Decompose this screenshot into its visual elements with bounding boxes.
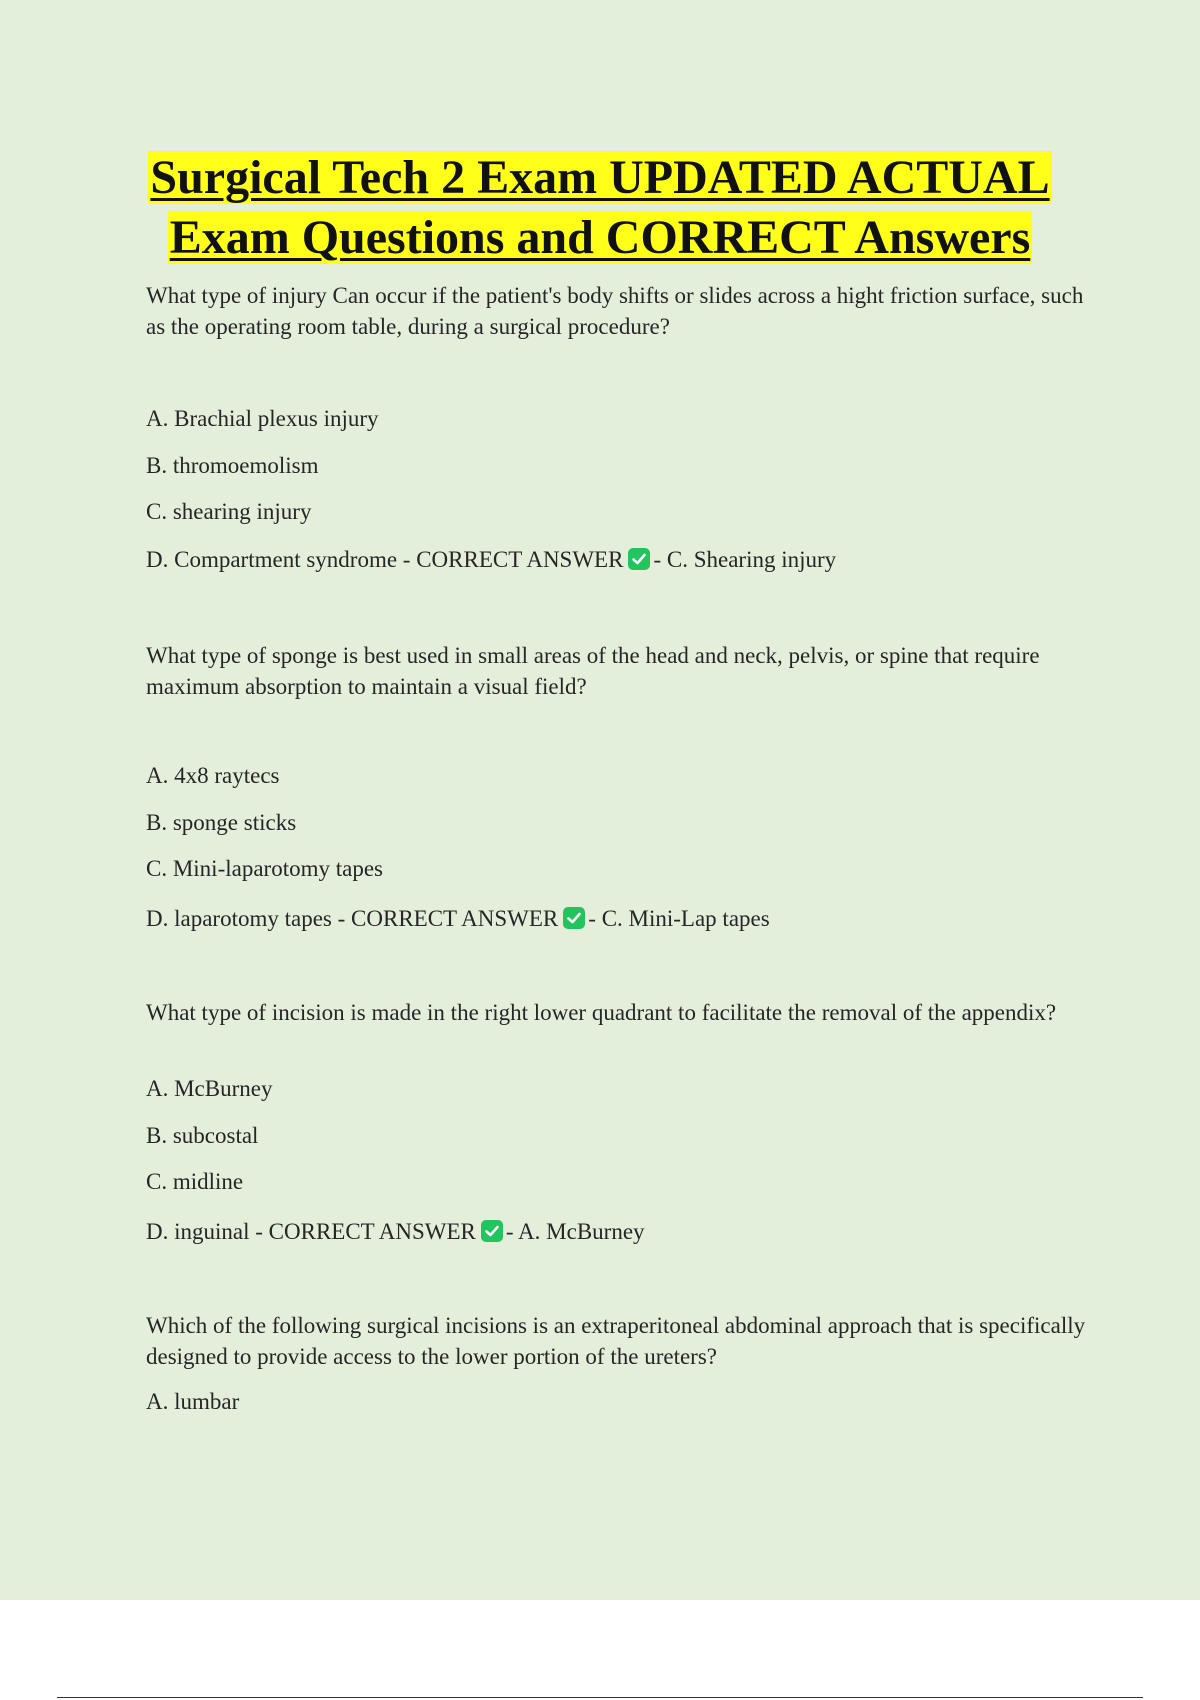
question-1-option-a: A. Brachial plexus injury (146, 406, 379, 431)
question-3-option-d-line (146, 1216, 1096, 1247)
question-1-option-d-line (146, 544, 1096, 575)
question-3-option-d: D. inguinal - CORRECT ANSWER (146, 1219, 476, 1244)
question-4-text: Which of the following surgical incisions is an extraperitoneal abdominal approach that is specifically designed to provide access to the lower portion of the ureters? (146, 1313, 1086, 1369)
question-2-answer: - C. Mini-Lap tapes (588, 906, 770, 931)
title-line-2: Exam Questions and CORRECT Answers (169, 211, 1031, 264)
question-2-option-b: B. sponge sticks (146, 810, 297, 835)
check-mark-icon (481, 1220, 503, 1242)
question-4-option-a: A. lumbar (146, 1389, 240, 1414)
question-3-option-c: C. midline (146, 1169, 244, 1194)
question-2-option-c: C. Mini-laparotomy tapes (146, 856, 383, 881)
title-line-1: Surgical Tech 2 Exam UPDATED ACTUAL (150, 151, 1050, 204)
question-3-answer: - A. McBurney (505, 1219, 645, 1244)
question-2-option-d: D. laparotomy tapes - CORRECT ANSWER (146, 906, 559, 931)
check-mark-icon (563, 907, 585, 929)
question-3-text: What type of incision is made in the right lower quadrant to facilitate the removal of the appendix? (146, 1000, 1057, 1025)
check-mark-icon (628, 548, 650, 570)
question-1-option-d: D. Compartment syndrome - CORRECT ANSWER (146, 547, 624, 572)
document-title (0, 148, 1200, 268)
question-1-answer: - C. Shearing injury (653, 547, 837, 572)
question-2-option-d-line (146, 903, 1096, 934)
question-3-option-b: B. subcostal (146, 1123, 259, 1148)
question-1-option-b: B. thromoemolism (146, 453, 319, 478)
question-1-text: What type of injury Can occur if the patient's body shifts or slides across a hight friction surface, such as the operating room table, during a surgical procedure? (146, 283, 1084, 339)
question-3-option-a: A. McBurney (146, 1076, 273, 1101)
question-2-text: What type of sponge is best used in small areas of the head and neck, pelvis, or spine that require maximum absorption to maintain a visual field? (146, 643, 1040, 699)
question-1-option-c: C. shearing injury (146, 499, 312, 524)
footer-divider (57, 1697, 1143, 1698)
question-2-option-a: A. 4x8 raytecs (146, 763, 280, 788)
